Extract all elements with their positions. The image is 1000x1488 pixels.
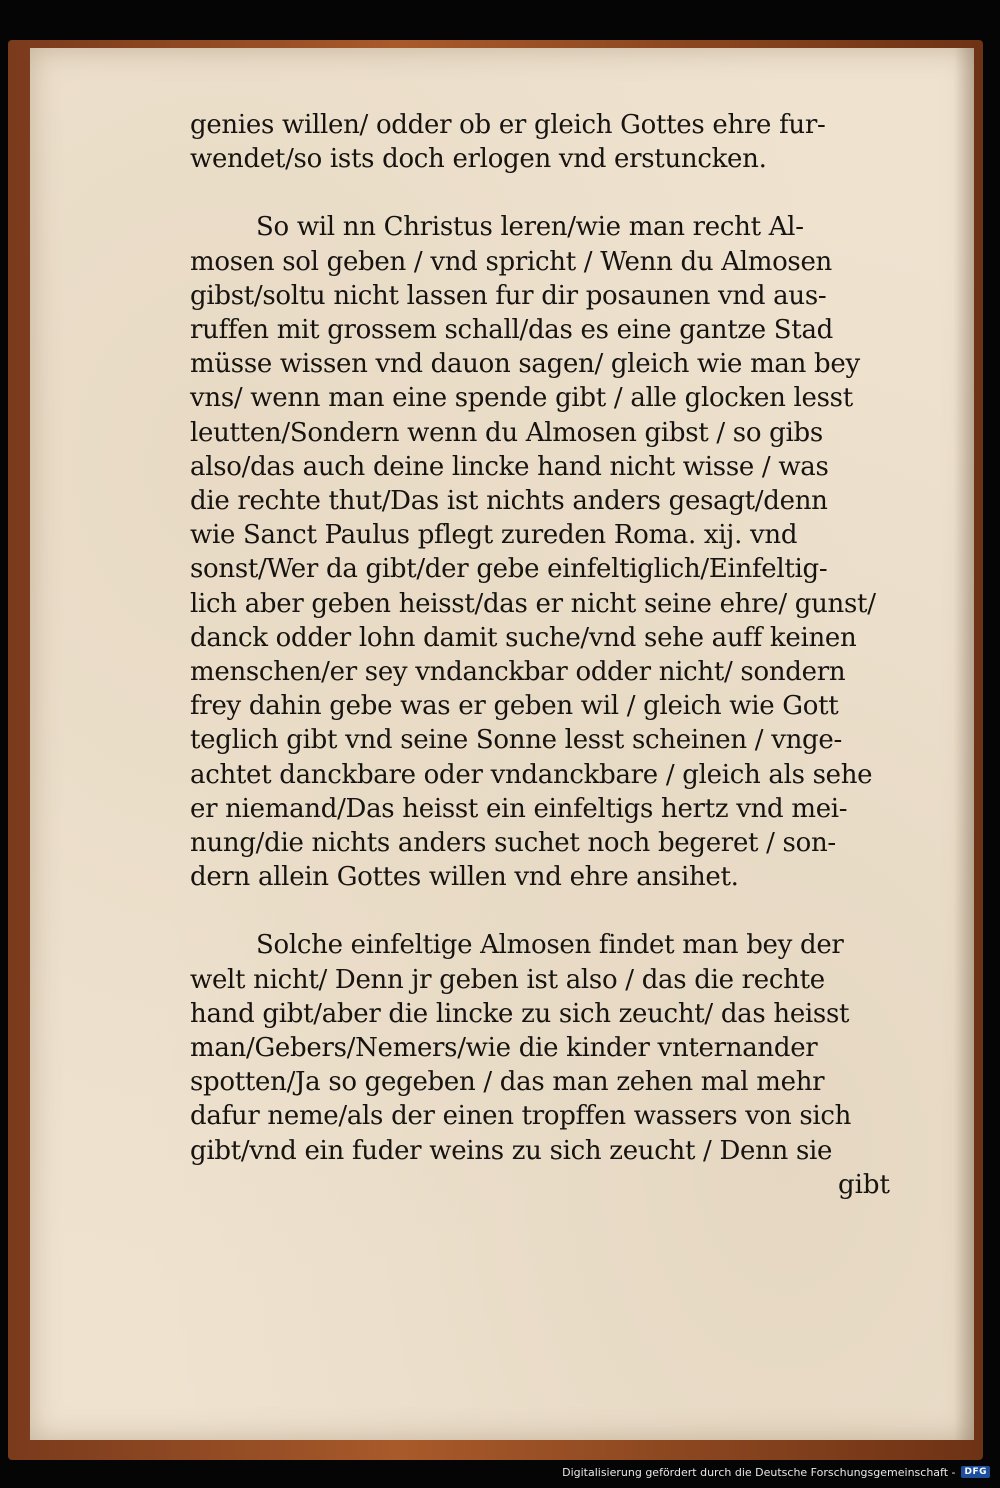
text-line: danck odder lohn damit suche/vnd sehe auff keinen [190, 622, 857, 653]
text-line: genies willen/ odder ob er gleich Gottes ehre fur- [190, 110, 826, 140]
text-line: gibst/soltu nicht lassen fur dir posaunen vnd aus- [190, 280, 827, 311]
text-line: sonst/Wer da gibt/der gebe einfeltiglich/Einfeltig- [190, 554, 828, 585]
text-line: So wil nn Christus leren/wie man recht Al- [256, 212, 804, 243]
text-line: dafur neme/als der einen tropffen wassers von sich [190, 1101, 852, 1132]
text-line: ruffen mit grossem schall/das es eine gantze Stad [190, 315, 833, 346]
text-line: gibt/vnd ein fuder weins zu sich zeucht / Denn sie [190, 1135, 833, 1166]
text-line: hand gibt/aber die lincke zu sich zeucht/ das heisst [190, 998, 850, 1029]
text-line: Solche einfeltige Almosen findet man bey der [256, 930, 844, 961]
text-line: die rechte thut/Das ist nichts anders gesagt/denn [190, 486, 828, 517]
text-line: spotten/Ja so gegeben / das man zehen mal mehr [190, 1067, 825, 1098]
page-gutter-shadow [954, 48, 974, 1440]
paragraph-3 [190, 928, 890, 1202]
text-line: achtet danckbare oder vndanckbare / gleich als sehe [190, 759, 873, 790]
text-line: mosen sol geben / vnd spricht / Wenn du Almosen [190, 246, 833, 277]
paragraph-1 [190, 108, 890, 176]
text-line: lich aber geben heisst/das er nicht seine ehre/ gunst/ [190, 588, 876, 619]
paragraph-2 [190, 210, 890, 894]
digitization-footer [562, 1462, 990, 1482]
footer-credit-text: Digitalisierung gefördert durch die Deutsche Forschungsgemeinschaft - [562, 1465, 956, 1479]
text-line: nung/die nichts anders suchet noch begeret / son- [190, 828, 836, 859]
text-line: menschen/er sey vndanckbar odder nicht/ sondern [190, 657, 846, 688]
text-line: frey dahin gebe was er geben wil / gleich wie Gott [190, 691, 839, 722]
text-line: wendet/so ists doch erlogen vnd erstuncken. [190, 144, 767, 175]
text-line: wie Sanct Paulus pflegt zureden Roma. xij. vnd [190, 520, 798, 551]
text-line: also/das auch deine lincke hand nicht wisse / was [190, 451, 829, 482]
text-line: dern allein Gottes willen vnd ehre ansihet. [190, 862, 739, 893]
text-line: welt nicht/ Denn jr geben ist also / das die rechte [190, 964, 825, 995]
text-line: man/Gebers/Nemers/wie die kinder vnternander [190, 1033, 818, 1064]
page-text [190, 108, 890, 1236]
dfg-logo-icon: DFG [961, 1466, 990, 1478]
text-line: vns/ wenn man eine spende gibt / alle glocken lesst [190, 383, 853, 414]
catchword: gibt [837, 1169, 890, 1200]
text-line: müsse wissen vnd dauon sagen/ gleich wie man bey [190, 349, 860, 380]
text-line: leutten/Sondern wenn du Almosen gibst / so gibs [190, 417, 823, 448]
text-line: er niemand/Das heisst ein einfeltigs hertz vnd mei- [190, 793, 848, 824]
text-line: teglich gibt vnd seine Sonne lesst scheinen / vnge- [190, 725, 842, 756]
